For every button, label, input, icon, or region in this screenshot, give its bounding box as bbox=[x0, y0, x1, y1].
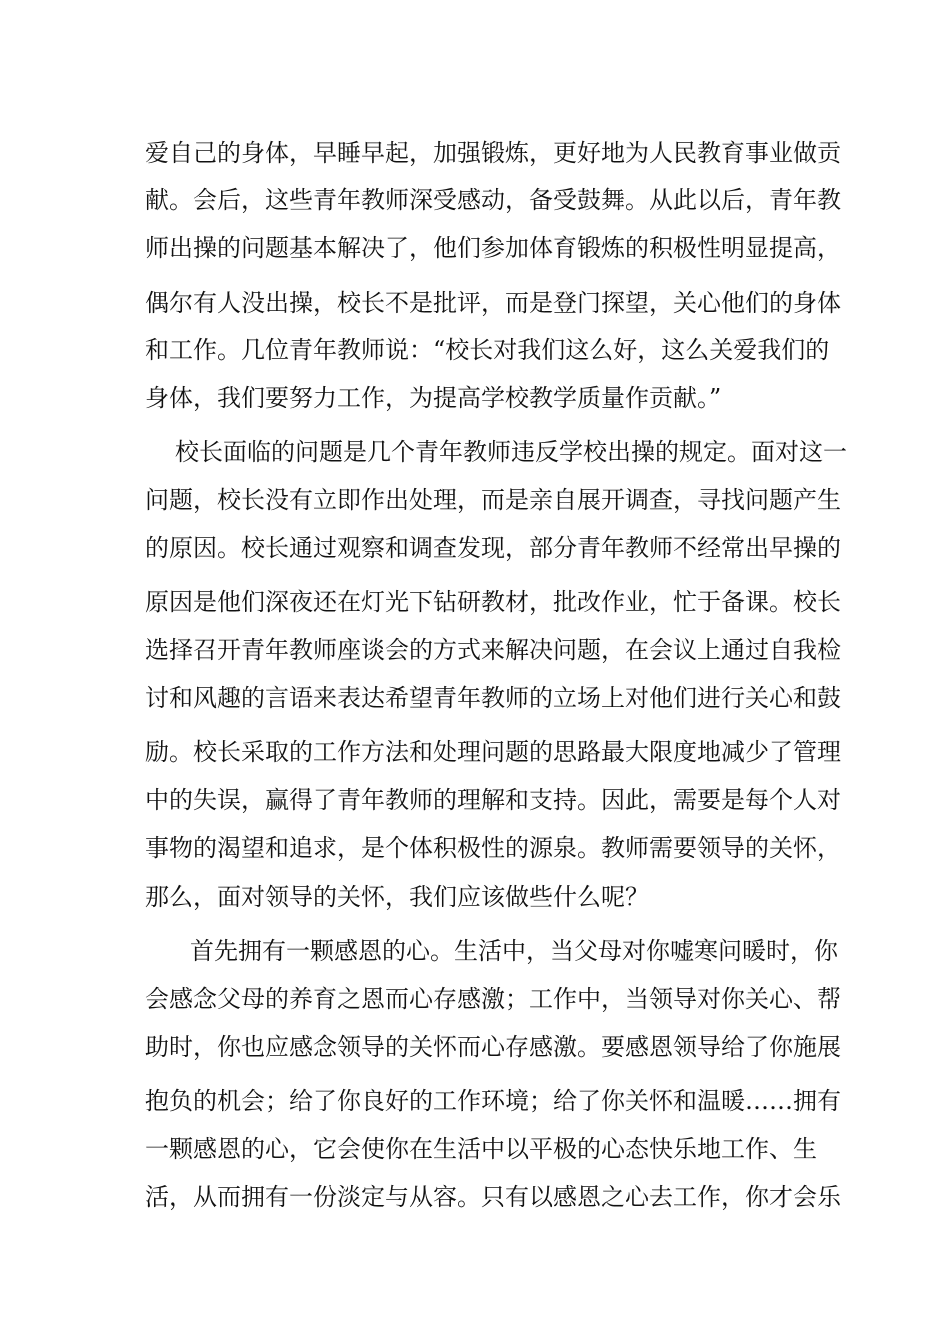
text-line: 原因是他们深夜还在灯光下钻研教材，批改作业，忙于备课。校长 bbox=[145, 588, 841, 616]
text-line: 中的失误，赢得了青年教师的理解和支持。因此，需要是每个人对 bbox=[145, 786, 841, 814]
text-line: 讨和风趣的言语来表达希望青年教师的立场上对他们进行关心和鼓 bbox=[145, 684, 841, 712]
text-line: 问题，校长没有立即作出处理，而是亲自展开调查，寻找问题产生 bbox=[145, 486, 841, 514]
text-line: 那么，面对领导的关怀，我们应该做些什么呢？ bbox=[145, 883, 649, 911]
text-line: 和工作。几位青年教师说：“校长对我们这么好，这么关爱我们的 bbox=[145, 336, 830, 364]
text-line: 助时，你也应感念领导的关怀而心存感激。要感恩领导给了你施展 bbox=[145, 1033, 841, 1061]
text-line: 校长面临的问题是几个青年教师违反学校出操的规定。面对这一 bbox=[175, 438, 847, 466]
text-line: 活，从而拥有一份淡定与从容。只有以感恩之心去工作，你才会乐 bbox=[145, 1183, 841, 1211]
text-line: 爱自己的身体，早睡早起，加强锻炼，更好地为人民教育事业做贡 bbox=[145, 139, 841, 167]
text-line: 师出操的问题基本解决了，他们参加体育锻炼的积极性明显提高， bbox=[145, 234, 841, 262]
text-line: 事物的渴望和追求，是个体积极性的源泉。教师需要领导的关怀， bbox=[145, 834, 841, 862]
text-line: 会感念父母的养育之恩而心存感激；工作中，当领导对你关心、帮 bbox=[145, 985, 841, 1013]
text-line: 首先拥有一颗感恩的心。生活中，当父母对你嘘寒问暖时，你 bbox=[190, 937, 838, 965]
text-line: 偶尔有人没出操，校长不是批评，而是登门探望，关心他们的身体 bbox=[145, 289, 841, 317]
text-line: 选择召开青年教师座谈会的方式来解决问题，在会议上通过自我检 bbox=[145, 636, 841, 664]
text-line: 身体，我们要努力工作，为提高学校教学质量作贡献。” bbox=[145, 384, 722, 412]
text-line: 抱负的机会；给了你良好的工作环境；给了你关怀和温暖……拥有 bbox=[145, 1087, 841, 1115]
text-line: 励。校长采取的工作方法和处理问题的思路最大限度地减少了管理 bbox=[145, 738, 841, 766]
text-line: 一颗感恩的心，它会使你在生活中以平极的心态快乐地工作、生 bbox=[145, 1135, 817, 1163]
text-line: 的原因。校长通过观察和调查发现，部分青年教师不经常出早操的 bbox=[145, 534, 841, 562]
text-line: 献。会后，这些青年教师深受感动，备受鼓舞。从此以后，青年教 bbox=[145, 186, 841, 214]
